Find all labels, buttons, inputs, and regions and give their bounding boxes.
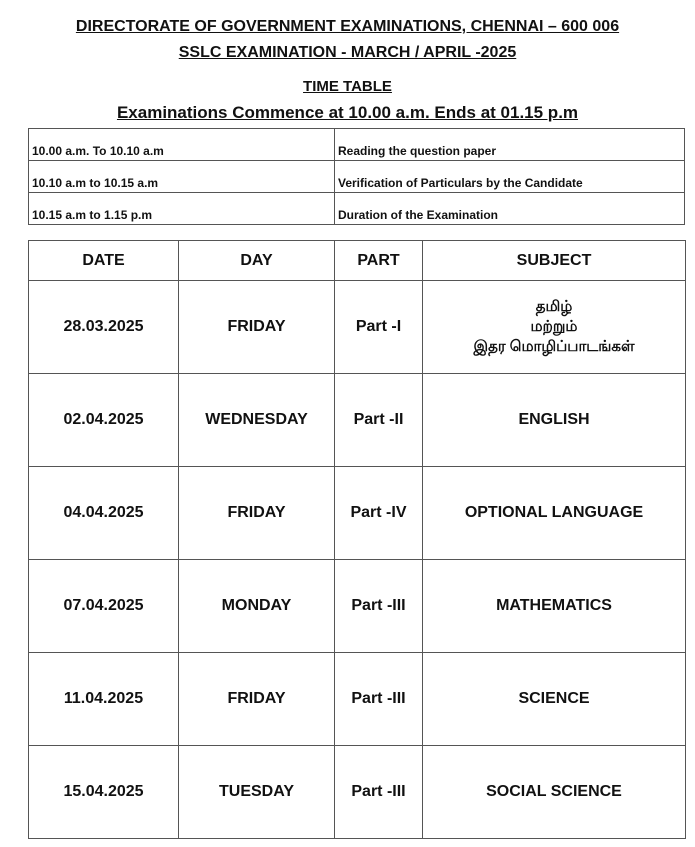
table-row bbox=[29, 467, 686, 560]
exam-day: FRIDAY bbox=[179, 467, 335, 560]
schedule-time: 10.15 a.m to 1.15 p.m bbox=[29, 193, 335, 225]
exam-day: FRIDAY bbox=[179, 653, 335, 746]
exam-day: FRIDAY bbox=[179, 281, 335, 374]
table-row bbox=[29, 374, 686, 467]
column-header-part: PART bbox=[335, 241, 423, 281]
schedule-activity: Reading the question paper bbox=[335, 129, 685, 161]
timetable-heading: TIME TABLE bbox=[303, 78, 392, 95]
exam-date: 07.04.2025 bbox=[29, 560, 179, 653]
exam-title: SSLC EXAMINATION - MARCH / APRIL -2025 bbox=[178, 44, 517, 61]
exam-date: 15.04.2025 bbox=[29, 746, 179, 839]
table-row bbox=[29, 129, 685, 161]
exam-part: Part -III bbox=[335, 746, 423, 839]
schedule-time: 10.00 a.m. To 10.10 a.m bbox=[29, 129, 335, 161]
table-row bbox=[29, 161, 685, 193]
exam-subject: OPTIONAL LANGUAGE bbox=[423, 467, 686, 560]
exam-subject: MATHEMATICS bbox=[423, 560, 686, 653]
table-header-row bbox=[29, 241, 686, 281]
time-schedule-table bbox=[28, 128, 685, 225]
exam-date: 04.04.2025 bbox=[29, 467, 179, 560]
table-row bbox=[29, 193, 685, 225]
subject-line: இதர மொழிப்பாடங்கள் bbox=[473, 338, 635, 355]
schedule-activity: Duration of the Examination bbox=[335, 193, 685, 225]
table-row bbox=[29, 653, 686, 746]
exam-subject bbox=[423, 281, 686, 374]
exam-part: Part -II bbox=[335, 374, 423, 467]
directorate-title: DIRECTORATE OF GOVERNMENT EXAMINATIONS, CHENNAI – 600 006 bbox=[75, 18, 620, 35]
exam-subject: SOCIAL SCIENCE bbox=[423, 746, 686, 839]
exam-date: 11.04.2025 bbox=[29, 653, 179, 746]
table-row bbox=[29, 746, 686, 839]
exam-date: 28.03.2025 bbox=[29, 281, 179, 374]
column-header-date: DATE bbox=[29, 241, 179, 281]
exam-subject: ENGLISH bbox=[423, 374, 686, 467]
exam-part: Part -III bbox=[335, 653, 423, 746]
exam-part: Part -IV bbox=[335, 467, 423, 560]
subject-line: மற்றும் bbox=[530, 318, 578, 335]
schedule-activity: Verification of Particulars by the Candidate bbox=[335, 161, 685, 193]
exam-timetable bbox=[28, 240, 686, 839]
schedule-time: 10.10 a.m to 10.15 a.m bbox=[29, 161, 335, 193]
subject-line: தமிழ் bbox=[535, 298, 573, 315]
exam-date: 02.04.2025 bbox=[29, 374, 179, 467]
column-header-subject: SUBJECT bbox=[423, 241, 686, 281]
exam-part: Part -I bbox=[335, 281, 423, 374]
exam-timing-heading: Examinations Commence at 10.00 a.m. Ends at 01.15 p.m bbox=[116, 103, 579, 122]
exam-subject: SCIENCE bbox=[423, 653, 686, 746]
exam-day: WEDNESDAY bbox=[179, 374, 335, 467]
exam-part: Part -III bbox=[335, 560, 423, 653]
exam-day: TUESDAY bbox=[179, 746, 335, 839]
table-row bbox=[29, 281, 686, 374]
exam-day: MONDAY bbox=[179, 560, 335, 653]
column-header-day: DAY bbox=[179, 241, 335, 281]
table-row bbox=[29, 560, 686, 653]
